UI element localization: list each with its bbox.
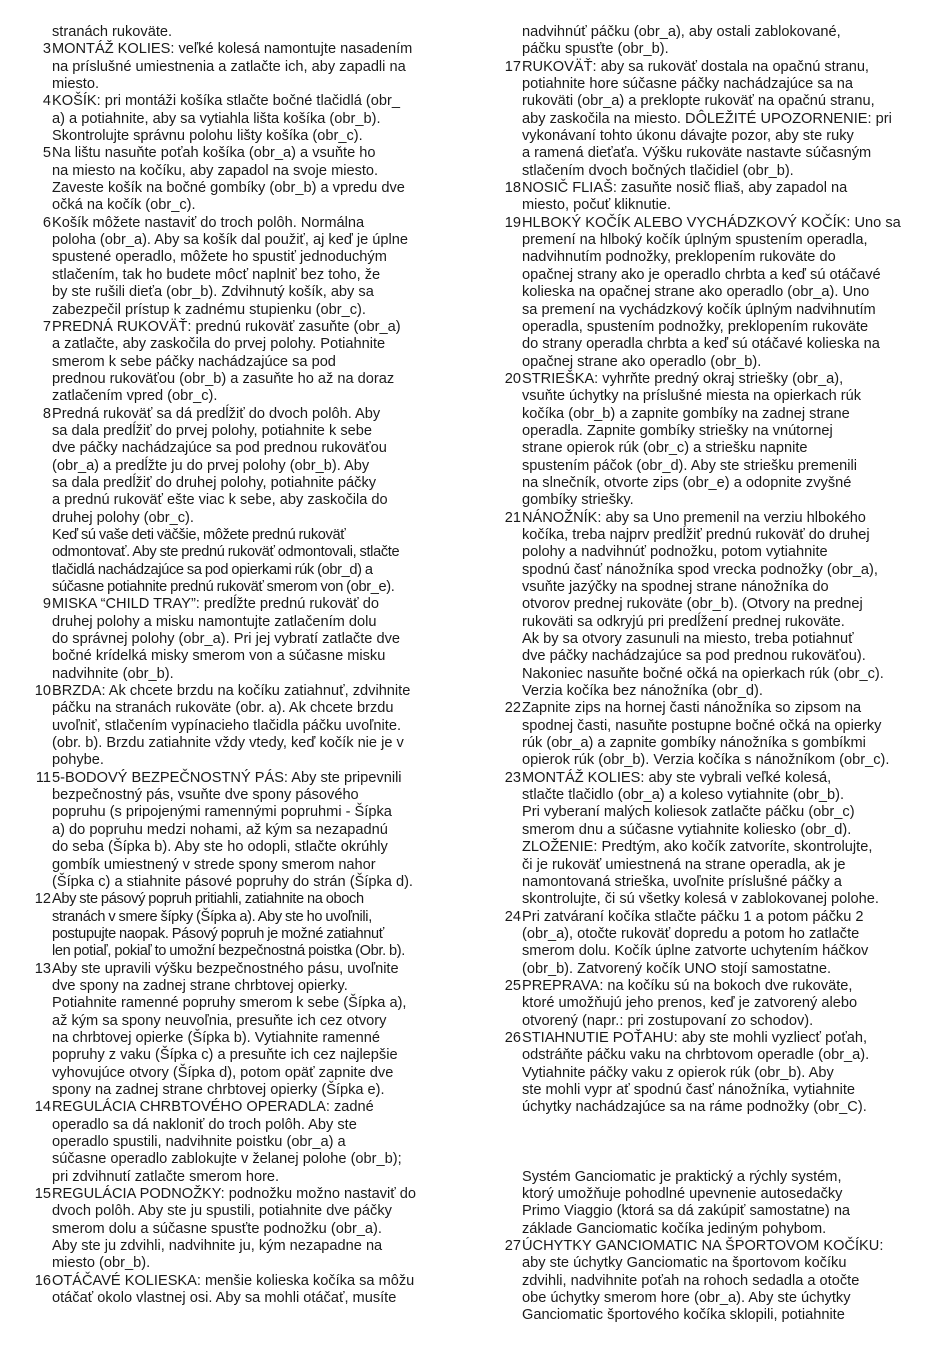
item-paragraph: NOSIČ FLIAŠ: zasuňte nosič fliaš, aby zapadol na miesto, počuť kliknutie. (522, 180, 848, 214)
item-paragraph: PREDNÁ RUKOVÄŤ: prednú rukoväť zasuňte (obr_a) a zatlačte, aby zaskočila do prvej polohy. Potiahnite smerom k sebe páčky nachádzajúce sa pod prednou rukoväťou (obr_b) a zasuňte ho až na doraz zatlačením vpred (obr_c). (52, 318, 401, 405)
item-text (522, 180, 926, 215)
item-text (52, 1186, 466, 1273)
list-item (26, 215, 466, 319)
item-text (52, 961, 466, 1100)
item-number: 13 (34, 960, 51, 977)
item-paragraph: Keď sú vaše deti väčšie, môžete prednú rukoväť odmontovať. Aby ste prednú rukoväť odmontovali, stlačte tlačidlá nachádzajúce sa pod opierkami rúk (obr_d) a súčasne potiahnite prednú rukoväť smerom von (obr_e). (52, 526, 400, 595)
item-number: 10 (34, 683, 51, 700)
item-text (52, 319, 466, 406)
list-item (26, 961, 466, 1100)
list-item (26, 319, 466, 406)
item-paragraph: REGULÁCIA CHRBTOVÉHO OPERADLA: zadné operadlo sa dá nakloniť do troch polôh. Aby ste operadlo spustili, nadvihnite poistku (obr_a) a súčasne operadlo zablokujte v želanej polohe (obr_b); pri zdvihnutí zatlačte smerom hore. (52, 1099, 402, 1185)
item-text (52, 1273, 466, 1308)
item-number: 9 (42, 596, 51, 613)
item-paragraph: 5-BODOVÝ BEZPEČNOSTNÝ PÁS: Aby ste pripevnili bezpečnostný pás, vsuňte dve spony pásového popruhu (s pripojenými ramennými popruhmi - Šípka a) do popruhu medzi nohami, až kým sa nezapadnú do seba (Šípka b). Aby ste ho odopli, stlačte okrúhly gombík umiestnený v strede spony smerom nahor (Šípka c) a stiahnite pásové popruhy do strán (Šípka d). (52, 769, 413, 890)
right-column (496, 24, 926, 1325)
list-item (496, 1238, 926, 1325)
item-paragraph: KOŠÍK: pri montáži košíka stlačte bočné tlačidlá (obr_ a) a potiahnite, aby sa vytiahla lišta košíka (obr_b). Skontrolujte správnu polohu lišty košíka (obr_c). (52, 93, 400, 145)
list-item (496, 909, 926, 978)
item-paragraph: MONTÁŽ KOLIES: veľké kolesá namontujte nasadením na príslušné umiestnenia a zatlačte ich, aby zapadli na miesto. (52, 41, 413, 93)
item-text (522, 700, 926, 769)
list-item (26, 1099, 466, 1186)
item-number: 22 (504, 700, 521, 717)
item-text (52, 683, 466, 770)
list-item (496, 1030, 926, 1117)
item-text (522, 59, 926, 180)
list-item (26, 683, 466, 770)
item-text (52, 406, 466, 597)
item-paragraph: STIAHNUTIE POŤAHU: aby ste mohli vyzliecť poťah, odstráňte páčku vaku na chrbtovom operadle (obr_a). Vytiahnite páčky vaku z opierok rúk (obr_b). Aby ste mohli vypr ať spodnú časť nánožníka, vytiahnite úchytky nachádzajúce sa na ráme podnožky (obr_C). (522, 1029, 870, 1116)
item-text (52, 145, 466, 214)
item-text (52, 215, 466, 319)
item-number: 15 (34, 1186, 51, 1203)
list-item (26, 1273, 466, 1308)
item-paragraph: BRZDA: Ak chcete brzdu na kočíku zatiahnuť, zdvihnite páčku na stranách rukoväte (obr. a). Ak chcete brzdu uvoľniť, stlačením vypínacieho tlačidla páčku uvoľnite. (obr. b). Brzdu zatiahnite vždy vtedy, keď kočík nie je v pohybe. (52, 683, 411, 769)
item-number: 6 (42, 214, 51, 231)
item-text (522, 215, 926, 371)
list-item (26, 93, 466, 145)
item-text (522, 510, 926, 701)
item-paragraph: Aby ste pásový popruh pritiahli, zatiahnite na oboch stranách v smere šípky (Šípka a). Aby ste ho uvoľnili, postupujte naopak. Pásový popruh je možné zatiahnuť len potiaľ, pokiaľ to umožní bezpečnostná poistka (Obr. b). (52, 891, 405, 960)
item-number: 26 (504, 1029, 521, 1046)
item-paragraph: Košík môžete nastaviť do troch polôh. Normálna poloha (obr_a). Aby sa košík dal použiť, aj keď je úplne spustené operadlo, môžete ho spustiť jednoduchým stlačením, tak ho budete môcť naplniť bez toho, že by ste rušili dieťa (obr_b). Zdvihnutý košík, aby sa zabezpečil prístup k zadnému stupienku (obr_c). (52, 214, 408, 318)
item-paragraph: Aby ste upravili výšku bezpečnostného pásu, uvoľnite dve spony na zadnej strane chrbtovej opierky. Potiahnite ramenné popruhy smerom k sebe (Šípka a), až kým sa spony neuvoľnia, presuňte ich cez otvory na chrbtovej opierke (Šípka b). Vytiahnite ramenné popruhy z vaku (Šípka c) a presuňte ich cez najlepšie vyhovujúce otvory (Šípka d), potom opäť zapnite dve spony na zadnej strane chrbtovej opierky (Šípka e). (52, 960, 407, 1098)
list-item (26, 41, 466, 93)
item-paragraph: Zapnite zips na hornej časti nánožníka so zipsom na spodnej časti, nasuňte postupne bočné očká na opierky rúk (obr_a) a zapnite gombíky nánožníka s gombíkmi opierok rúk (obr_b). Verzia kočíka s nánožníkom (obr_c). (522, 700, 890, 769)
item-text (52, 1099, 466, 1186)
list-item (26, 891, 466, 960)
item-number: 4 (42, 93, 51, 110)
item-number: 23 (504, 769, 521, 786)
list-item (26, 770, 466, 891)
item-paragraph: Predná rukoväť sa dá predĺžiť do dvoch polôh. Aby sa dala predĺžiť do prvej polohy, potiahnite k sebe dve páčky nachádzajúce sa pod prednou rukoväťou (obr_a) a predĺžte ju do prvej polohy (obr_b). Aby sa dala predĺžiť do druhej polohy, potiahnite páčky a prednú rukoväť ešte viac k sebe, aby zaskočila do druhej polohy (obr_c). (52, 405, 388, 526)
item-paragraph: OTÁČAVÉ KOLIESKA: menšie kolieska kočíka sa môžu otáčať okolo vlastnej osi. Aby sa mohli otáčať, musíte (52, 1272, 415, 1307)
item-number: 19 (504, 214, 521, 231)
item-number: 11 (35, 769, 51, 786)
list-item (26, 596, 466, 683)
item-number: 24 (504, 908, 521, 925)
item-number: 16 (34, 1272, 51, 1289)
list-item (496, 371, 926, 510)
item-paragraph: MONTÁŽ KOLIES: aby ste vybrali veľké kolesá, stlačte tlačidlo (obr_a) a koleso vytiahnite (obr_b). Pri vyberaní malých koliesok zatlačte páčku (obr_c) smerom dnu a súčasne vytiahnite koliesko (obr_d). ZLOŽENIE: Predtým, ako kočík zatvoríte, skontrolujte, či je rukoväť umiestnená na strane operadla, ak je namontovaná strieška, uvoľnite príslušné páčky a skontrolujte, či sú všetky kolesá v zablokovanej polohe. (522, 769, 879, 908)
item-text (522, 1030, 926, 1117)
list-item (496, 510, 926, 701)
item-number: 5 (42, 145, 51, 162)
item-number: 14 (34, 1099, 51, 1116)
list-item (496, 700, 926, 769)
ganciomatic-intro: Systém Ganciomatic je praktický a rýchly systém, ktorý umožňuje pohodlné upevnenie autosedačky Primo Viaggio (ktorá sa dá zakúpiť samostatne) na základe Ganciomatic kočíka jediným pohybom. (522, 1168, 851, 1237)
left-column-lead: stranách rukoväte. (52, 24, 173, 40)
item-paragraph: ÚCHYTKY GANCIOMATIC NA ŠPORTOVOM KOČÍKU: aby ste úchytky Ganciomatic na športovom kočíku zdvihli, nadvihnite poťah na rohoch sedadla a otočte obe úchytky smerom hore (obr_a). Aby ste úchytky Ganciomatic športového kočíka sklopili, potiahnite (522, 1238, 884, 1324)
right-column-items (496, 59, 926, 1117)
list-item (496, 978, 926, 1030)
item-number: 8 (42, 405, 51, 422)
list-item (496, 215, 926, 371)
item-text (52, 770, 466, 891)
item-paragraph: NÁNOŽNÍK: aby sa Uno premenil na verziu hlbokého kočíka, treba najprv predĺžiť prednú rukoväť do druhej polohy a nadvihnúť podnožku, potom vytiahnite spodnú časť nánožníka spod vrecka podnožky (obr_a), vsuňte jazýčky na spodnej strane nánožníka do otvorov prednej rukoväte (obr_b). (Otvory na prednej rukoväti sa odkryjú pri predĺžení prednej rukoväte. Ak by sa otvory zasunuli na miesto, treba potiahnuť dve páčky nachádzajúce sa pod prednou rukoväťou). Nakoniec nasuňte bočné očká na opierkach rúk (obr_c). Verzia kočíka bez nánožníka (obr_d). (522, 509, 884, 700)
item-number: 21 (504, 509, 521, 526)
item-text (522, 1238, 926, 1325)
item-text (52, 93, 466, 145)
item-paragraph: Pri zatváraní kočíka stlačte páčku 1 a potom páčku 2 (obr_a), otočte rukoväť dopredu a potom ho zatlačte smerom dolu. Kočík úplne zatvorte uchytením háčkov (obr_b). Zatvorený kočík UNO stojí samostatne. (522, 908, 869, 977)
item-text (52, 596, 466, 683)
list-item (496, 770, 926, 909)
item-number: 3 (42, 41, 51, 58)
item-text (522, 371, 926, 510)
right-column-items-2 (496, 1238, 926, 1325)
item-paragraph: PREPRAVA: na kočíku sú na bokoch dve rukoväte, ktoré umožňujú jeho prenos, keď je zatvorený alebo otvorený (napr.: pri zostupovaní zo schodov). (522, 977, 858, 1029)
list-item (26, 1186, 466, 1273)
item-text (52, 41, 466, 93)
item-text (522, 909, 926, 978)
item-text (522, 770, 926, 909)
list-item (496, 59, 926, 180)
item-paragraph: REGULÁCIA PODNOŽKY: podnožku možno nastaviť do dvoch polôh. Aby ste ju spustili, potiahnite dve páčky smerom dolu a súčasne spusťte podnožku (obr_a). Aby ste ju zdvihli, nadvihnite ju, kým nezapadne na miesto (obr_b). (52, 1186, 416, 1272)
list-item (26, 406, 466, 597)
item-number: 7 (42, 318, 51, 335)
item-number: 12 (34, 891, 51, 908)
item-paragraph: RUKOVÄŤ: aby sa rukoväť dostala na opačnú stranu, potiahnite hore súčasne páčky nachádzajúce sa na rukoväti (obr_a) a preklopte rukoväť na opačnú stranu, aby zaskočila na miesto. DÔLEŽITÉ UPOZORNENIE: pri vykonávaní tohto úkonu dávajte pozor, aby ste ruky a ramená dieťaťa. Výšku rukoväte nastavte súčasným stlačením dvoch bočných tlačidiel (obr_b). (522, 58, 892, 179)
section-gap (496, 1117, 926, 1169)
item-number: 25 (504, 977, 521, 994)
list-item (26, 145, 466, 214)
item-number: 18 (504, 180, 521, 197)
item-paragraph: Na lištu nasuňte poťah košíka (obr_a) a vsuňte ho na miesto na kočíku, aby zapadol na svoje miesto. Zaveste košík na bočné gombíky (obr_b) a vpredu dve očká na kočík (obr_c). (52, 145, 405, 214)
item-number: 17 (504, 58, 521, 75)
item-text (522, 978, 926, 1030)
right-column-lead: nadvihnúť páčku (obr_a), aby ostali zablokované, páčku spusťte (obr_b). (522, 24, 841, 58)
item-number: 20 (504, 370, 521, 387)
item-paragraph: STRIEŠKA: vyhrňte predný okraj striešky (obr_a), vsuňte úchytky na príslušné miesta na opierkach rúk kočíka (obr_b) a zapnite gombíky na zadnej strane operadla. Zapnite gombíky striešky na vnútornej strane opierok rúk (obr_c) a striešku napnite spustením páčok (obr_d). Aby ste striešku premenili na slnečník, otvorte zips (obr_e) a odopnite zvyšné gombíky striešky. (522, 370, 862, 509)
list-item (496, 180, 926, 215)
left-column (26, 24, 466, 1307)
item-paragraph: MISKA “CHILD TRAY”: predĺžte prednú rukoväť do druhej polohy a misku namontujte zatlačením dolu do správnej polohy (obr_a). Pri jej vybratí zatlačte dve bočné krídelká misky smerom von a súčasne misku nadvihnite (obr_b). (52, 596, 400, 682)
item-number: 27 (504, 1238, 521, 1255)
item-text (52, 891, 466, 960)
item-paragraph: HLBOKÝ KOČÍK ALEBO VYCHÁDZKOVÝ KOČÍK: Uno sa premení na hlboký kočík úplným spustením operadla, nadvihnutím podnožky, preklopením rukoväte do opačnej strany ako je operadlo chrbta a keď sú otáčavé kolieska na opačnej strane ako operadlo (obr_a). Uno sa premení na vychádzkový kočík úplným nadvihnutím operadla, spustením podnožky, preklopením rukoväte do strany operadla chrbta a keď sú otáčavé kolieska na opačnej strane ako operadlo (obr_b). (522, 214, 901, 370)
